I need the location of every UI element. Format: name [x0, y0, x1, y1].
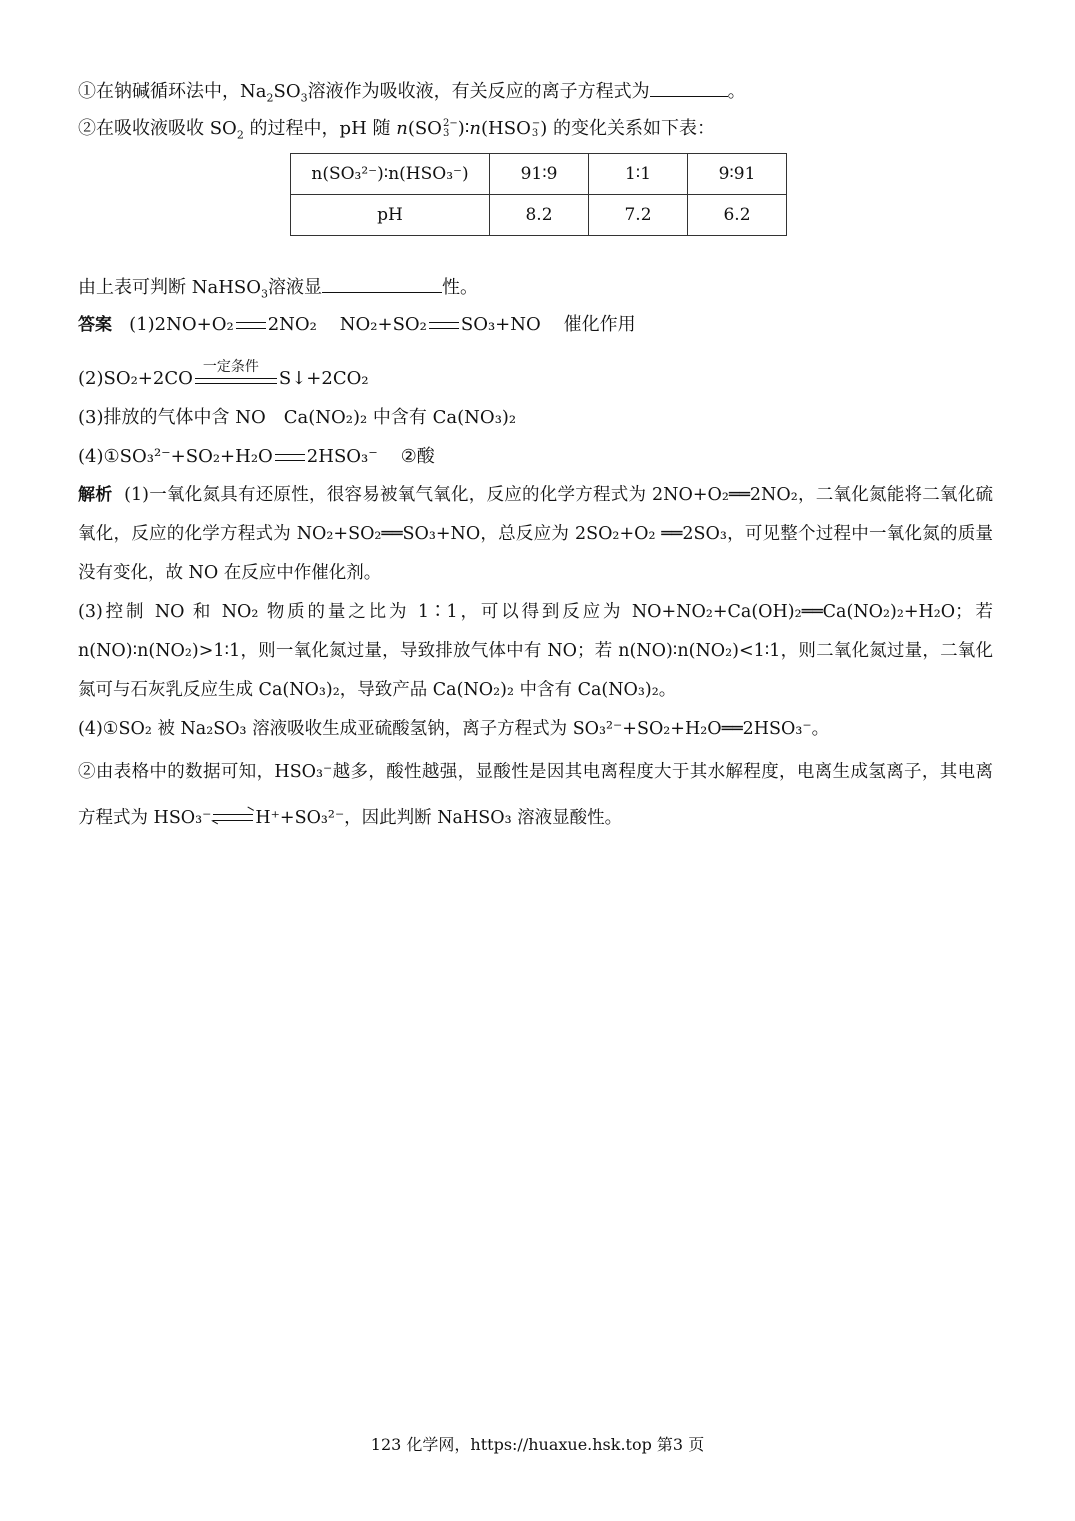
text: 2NO₂ — [267, 314, 317, 335]
answer-label: 答案 — [78, 315, 112, 335]
text: (1)2NO+O₂ — [129, 314, 234, 335]
page-footer: 123 化学网，https://huaxue.hsk.top 第3 页 — [370, 1435, 705, 1454]
analysis-label: 解析 — [78, 485, 113, 505]
reversible-arrow-icon — [211, 809, 255, 829]
question-line-3: 由上表可判断 NaHSO$_3$溶液显 性。 — [78, 274, 478, 300]
question-line-1: ①在钠碱循环法中，$Na_2SO_3$溶液作为吸收液，有关反应的离子方程式为 。 — [78, 78, 746, 104]
analysis-paragraph-3: (3)控制 NO 和 NO₂ 物质的量之比为 1∶1，可以得到反应为 NO+NO₂+Ca(OH)₂══Ca(NO₂)₂+H₂O；若 n(NO)∶n(NO₂)>1∶1，则一氧化氮过量，导致排放气体中有 NO；若 n(NO)∶n(NO₂)<1∶1，则二氧化氮过量，二氧化氮可与石灰乳反应生成 Ca(NO₃)₂，导致产品 Ca(NO₂)₂ 中含有 Ca(NO₃)₂。 — [78, 602, 993, 700]
analysis-paragraph-1 — [78, 476, 993, 593]
text: ②由表格中的数据可知，HSO₃⁻越多，酸性越强，显酸性是因其电离程度大于其水解程度，电离生成氢离子，其电离方程式为 HSO₃⁻ — [78, 762, 993, 828]
text: SO — [273, 81, 301, 102]
question-line-2: ②在吸收液吸收 $SO_2$ 的过程中，pH 随 n(SO 2− 3 )∶n(HSO − 3 ) 的变化关系如下表： — [78, 118, 715, 142]
row-label-ratio: n(SO₃²⁻)∶n(HSO₃⁻) — [291, 154, 490, 195]
text: 溶液显 — [268, 277, 322, 298]
ratio-cell: 91∶9 — [490, 154, 589, 195]
text: 的过程中，pH 随 — [249, 118, 391, 139]
text: 催化作用 — [563, 314, 636, 335]
text: 。 — [727, 81, 746, 102]
condition-label: 一定条件 — [202, 359, 259, 375]
text: S↓+2CO₂ — [278, 368, 369, 389]
table-row — [291, 195, 787, 236]
analysis-paragraph-5 — [78, 749, 993, 841]
ratio-cell: 9∶91 — [688, 154, 787, 195]
ph-cell: 7.2 — [589, 195, 688, 236]
answer-blank[interactable] — [322, 274, 442, 293]
table-row — [291, 154, 787, 195]
text: (1)一氧化氮具有还原性，很容易被氧气氧化，反应的化学方程式为 2NO+O₂══2NO₂，二氧化氮能将二氧化硫氧化，反应的化学方程式为 NO₂+SO₂══SO₃+NO，总反应为 2SO₂+O₂ ══2SO₃，可见整个过程中一氧化氮的质量没有变化，故 NO 在反应中作催化剂。 — [78, 485, 993, 583]
answer-blank[interactable] — [650, 78, 728, 97]
text: ②酸 — [400, 446, 435, 467]
ph-ratio-table — [290, 153, 787, 236]
answer-line-4 — [78, 445, 435, 469]
text: 的变化关系如下表： — [552, 118, 715, 139]
condition-arrow — [193, 359, 279, 391]
ph-cell: 8.2 — [490, 195, 589, 236]
text: 由上表可判断 NaHSO — [78, 277, 261, 298]
text: 溶液作为吸收液，有关反应的离子方程式为 — [307, 81, 650, 102]
text: (2)SO₂+2CO — [78, 368, 193, 389]
equals-sign — [275, 454, 305, 461]
analysis-paragraph-4: (4)①SO₂ 被 Na₂SO₃ 溶液吸收生成亚硫酸氢钠，离子方程式为 SO₃²⁻+SO₂+H₂O══2HSO₃⁻。 — [78, 719, 830, 739]
text: (4)①SO₃²⁻+SO₂+H₂O — [78, 446, 273, 467]
text: NO₂+SO₂ — [339, 314, 427, 335]
equals-sign — [429, 322, 459, 329]
text: ①在钠碱循环法中，Na — [78, 81, 267, 102]
equals-sign — [236, 322, 266, 329]
text: 性。 — [442, 277, 478, 298]
text: SO₃+NO — [460, 314, 541, 335]
row-label-ph: pH — [291, 195, 490, 236]
text: H⁺+SO₃²⁻，因此判断 NaHSO₃ 溶液显酸性。 — [255, 808, 623, 828]
text: ②在吸收液吸收 SO — [78, 118, 237, 139]
ph-cell: 6.2 — [688, 195, 787, 236]
answer-line-1 — [78, 313, 636, 337]
answer-line-2 — [78, 359, 369, 391]
text: 2HSO₃⁻ — [306, 446, 378, 467]
ratio-cell: 1∶1 — [589, 154, 688, 195]
answer-line-3: (3)排放的气体中含 NO Ca(NO₂)₂ 中含有 Ca(NO₃)₂ — [78, 407, 517, 428]
